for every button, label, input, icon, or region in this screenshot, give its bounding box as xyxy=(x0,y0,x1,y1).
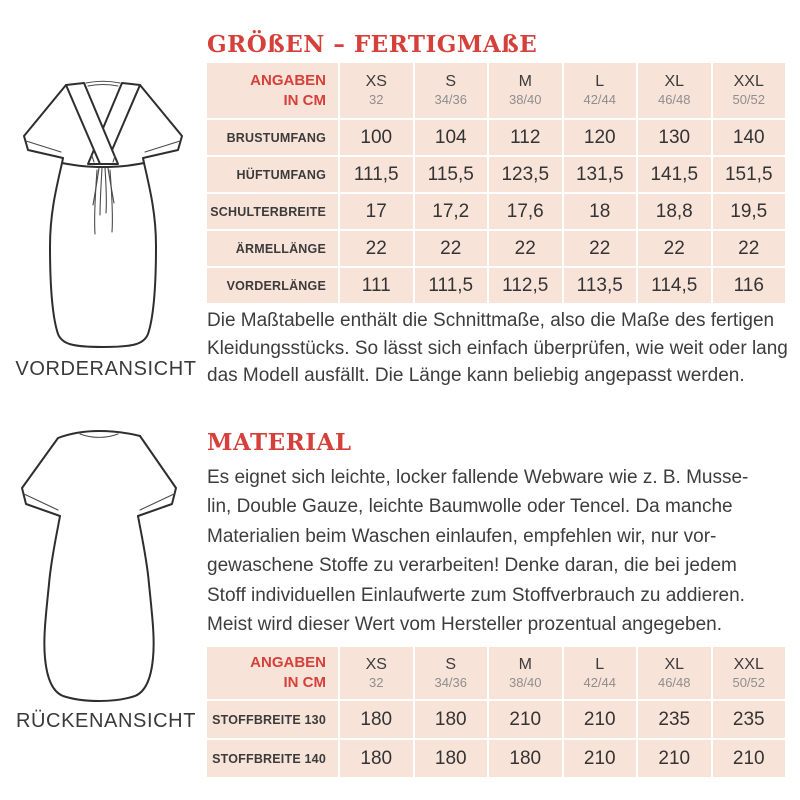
size-name: XS xyxy=(365,73,387,91)
size-column-header xyxy=(489,647,562,699)
size-name: L xyxy=(595,73,605,91)
corner-label-line: ANGABEN xyxy=(250,71,326,89)
text-line: Meist wird dieser Wert vom Hersteller prozentual angegeben. xyxy=(207,614,722,636)
size-column-header xyxy=(713,647,786,699)
dress-back-drawing xyxy=(14,426,194,708)
measurement-value: 141,5 xyxy=(638,157,711,192)
text-line: Kleidungsstücks. So lässt sich einfach überprüfen, wie weit oder lang xyxy=(207,337,788,359)
size-column-header xyxy=(489,63,562,118)
size-number: 42/44 xyxy=(583,92,617,108)
size-number: 50/52 xyxy=(732,674,766,690)
measurement-value: 115,5 xyxy=(415,157,488,192)
size-column-header xyxy=(415,63,488,118)
measurement-value: 112,5 xyxy=(489,268,562,303)
row-label: STOFFBREITE 130 xyxy=(207,701,338,738)
measurement-value: 210 xyxy=(638,740,711,777)
text-line: Die Maßtabelle enthält die Schnittmaße, also die Maße des fertigen xyxy=(207,310,775,331)
fabric-width-table xyxy=(207,647,785,777)
size-name: XXL xyxy=(733,655,764,673)
measurement-value: 22 xyxy=(415,231,488,266)
size-number: 34/36 xyxy=(434,674,468,690)
measurement-value: 18,8 xyxy=(638,194,711,229)
text-line: Stoff individuellen Einlaufwerte zum Stoffverbrauch zu addieren. xyxy=(207,584,745,606)
material-section-title: MATERIAL xyxy=(207,429,352,456)
size-number: 46/48 xyxy=(657,92,691,108)
size-column-header xyxy=(713,63,786,118)
front-view-caption: VORDERANSICHT xyxy=(15,358,197,380)
text-line: Materialien beim Waschen einlaufen, empfehlen wir, nur vor- xyxy=(207,525,717,547)
measurement-value: 22 xyxy=(340,231,413,266)
measurement-value: 17 xyxy=(340,194,413,229)
row-label: BRUSTUMFANG xyxy=(207,120,338,155)
sizes-table xyxy=(207,63,785,303)
measurement-value: 120 xyxy=(564,120,637,155)
row-label: HÜFTUMFANG xyxy=(207,157,338,192)
measurement-value: 210 xyxy=(713,740,786,777)
size-number: 38/40 xyxy=(508,674,542,690)
measurement-value: 131,5 xyxy=(564,157,637,192)
row-label: STOFFBREITE 140 xyxy=(207,740,338,777)
row-label: SCHULTERBREITE xyxy=(207,194,338,229)
text-line: das Modell ausfällt. Die Länge kann beliebig angepasst werden. xyxy=(207,365,745,386)
measurement-value: 17,6 xyxy=(489,194,562,229)
corner-label-line: IN CM xyxy=(283,91,326,109)
measurement-value: 104 xyxy=(415,120,488,155)
material-description xyxy=(207,463,799,639)
measurement-value: 180 xyxy=(489,740,562,777)
measurement-value: 180 xyxy=(415,740,488,777)
table-corner-label xyxy=(207,647,338,699)
size-number: 42/44 xyxy=(583,674,617,690)
sizes-description xyxy=(207,307,799,390)
measurement-value: 130 xyxy=(638,120,711,155)
size-column-header xyxy=(564,63,637,118)
measurement-value: 235 xyxy=(713,701,786,738)
size-name: XL xyxy=(664,73,685,91)
dress-front-drawing xyxy=(18,76,198,356)
measurement-value: 123,5 xyxy=(489,157,562,192)
measurement-value: 112 xyxy=(489,120,562,155)
measurement-value: 100 xyxy=(340,120,413,155)
size-column-header xyxy=(415,647,488,699)
table-corner-label xyxy=(207,63,338,118)
text-line: lin, Double Gauze, leichte Baumwolle oder Tencel. Da manche xyxy=(207,496,733,518)
row-label: ÄRMELLÄNGE xyxy=(207,231,338,266)
measurement-value: 235 xyxy=(638,701,711,738)
text-line: gewaschene Stoffe zu verarbeiten! Denke daran, die bei jedem xyxy=(207,555,737,577)
measurement-value: 180 xyxy=(415,701,488,738)
measurement-value: 210 xyxy=(564,740,637,777)
size-number: 46/48 xyxy=(657,674,691,690)
measurement-value: 113,5 xyxy=(564,268,637,303)
text-line: Es eignet sich leichte, locker fallende Webware wie z. B. Musse- xyxy=(207,467,749,488)
size-column-header xyxy=(340,647,413,699)
size-name: XL xyxy=(664,655,685,673)
size-column-header xyxy=(564,647,637,699)
measurement-value: 22 xyxy=(564,231,637,266)
measurement-value: 140 xyxy=(713,120,786,155)
size-name: S xyxy=(445,655,457,673)
measurement-value: 19,5 xyxy=(713,194,786,229)
size-column-header xyxy=(340,63,413,118)
size-number: 50/52 xyxy=(732,92,766,108)
measurement-value: 111,5 xyxy=(415,268,488,303)
measurement-value: 210 xyxy=(489,701,562,738)
size-name: M xyxy=(518,73,532,91)
measurement-value: 111 xyxy=(340,268,413,303)
measurement-value: 22 xyxy=(713,231,786,266)
size-number: 32 xyxy=(369,92,384,108)
size-name: L xyxy=(595,655,605,673)
back-view-caption: RÜCKENANSICHT xyxy=(15,710,197,732)
row-label: VORDERLÄNGE xyxy=(207,268,338,303)
size-number: 32 xyxy=(369,674,384,690)
measurement-value: 17,2 xyxy=(415,194,488,229)
front-view-illustration xyxy=(18,76,198,356)
back-view-illustration xyxy=(14,426,194,708)
corner-label-line: IN CM xyxy=(283,674,326,691)
size-number: 34/36 xyxy=(434,92,468,108)
size-name: XS xyxy=(365,655,387,673)
size-name: M xyxy=(518,655,532,673)
measurement-value: 18 xyxy=(564,194,637,229)
measurement-value: 180 xyxy=(340,701,413,738)
measurement-value: 210 xyxy=(564,701,637,738)
corner-label-line: ANGABEN xyxy=(250,654,326,672)
size-column-header xyxy=(638,63,711,118)
size-column-header xyxy=(638,647,711,699)
measurement-value: 22 xyxy=(489,231,562,266)
sizes-section-title: GRÖßEN – FERTIGMAßE xyxy=(207,31,538,58)
size-name: S xyxy=(445,73,457,91)
size-name: XXL xyxy=(733,73,764,91)
size-number: 38/40 xyxy=(508,92,542,108)
measurement-value: 180 xyxy=(340,740,413,777)
measurement-value: 116 xyxy=(713,268,786,303)
measurement-value: 114,5 xyxy=(638,268,711,303)
measurement-value: 22 xyxy=(638,231,711,266)
measurement-value: 151,5 xyxy=(713,157,786,192)
measurement-value: 111,5 xyxy=(340,157,413,192)
